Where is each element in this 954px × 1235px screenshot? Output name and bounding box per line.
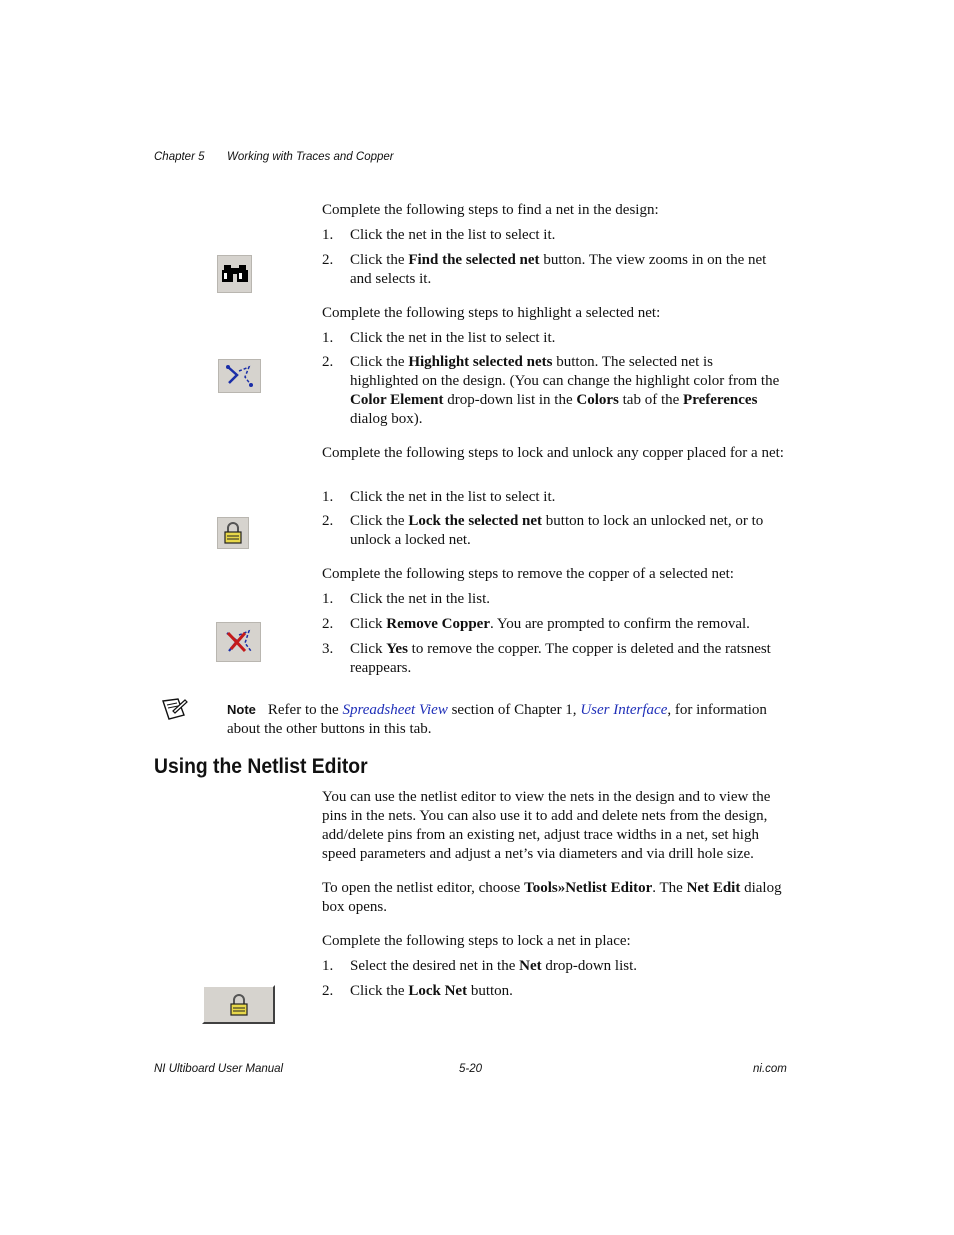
remove-step-2 [322,615,784,634]
step-text: Click the Highlight selected nets button. The selected net is highlighted on the design. (You can change the highlight color from the Color Element drop-down list in the Colors tab of the Preferences dialog box). [350,354,780,427]
highlight-nets-icon[interactable] [218,359,261,393]
netlist-lock-intro: Complete the following steps to lock a net in place: [322,933,631,949]
lock-step-2 [322,512,784,550]
step-text: Click Yes to remove the copper. The copper is deleted and the ratsnest reappears. [350,641,771,676]
step-text: Click the net in the list. [350,591,490,607]
step-number: 2. [322,513,334,529]
step-number: 1. [322,330,334,346]
section-heading: Using the Netlist Editor [154,755,368,778]
lock-icon [228,993,250,1017]
highlight-step-1 [322,329,784,348]
netlist-step-2 [322,982,784,1001]
step-number: 1. [322,227,334,243]
note-label: Note [227,702,256,717]
netlist-paragraph-2: To open the netlist editor, choose Tools»Netlist Editor. The Net Edit dialog box opens. [322,880,782,915]
highlight-intro: Complete the following steps to highlight a selected net: [322,305,661,321]
footer-website: ni.com [753,1063,787,1075]
step-number: 1. [322,958,334,974]
find-step-1 [322,226,784,245]
step-text: Select the desired net in the Net drop-down list. [350,958,638,974]
running-header-chapter: Chapter 5 [154,151,205,163]
step-number: 2. [322,252,334,268]
lock-step-1 [322,488,784,507]
step-text: Click the Find the selected net button. The view zooms in on the net and selects it. [350,252,767,287]
running-header-title: Working with Traces and Copper [227,151,394,163]
step-number: 2. [322,354,334,370]
find-step-2 [322,251,784,289]
spreadsheet-view-link[interactable]: Spreadsheet View [342,702,448,718]
step-text: Click the net in the list to select it. [350,227,556,243]
step-text: Click the net in the list to select it. [350,330,556,346]
step-text: Click Remove Copper. You are prompted to confirm the removal. [350,616,750,632]
note-text: Note Refer to the Spreadsheet View section of Chapter 1, User Interface, for information about the other buttons in this tab. [227,702,767,737]
step-number: 2. [322,616,334,632]
remove-copper-icon[interactable] [216,622,261,662]
user-interface-link[interactable]: User Interface [580,702,668,718]
step-text: Click the net in the list to select it. [350,489,556,505]
lock-net-button[interactable] [202,985,275,1024]
remove-step-1 [322,590,784,609]
step-text: Click the Lock Net button. [350,983,513,999]
step-number: 3. [322,641,334,657]
step-number: 1. [322,489,334,505]
lock-intro: Complete the following steps to lock and unlock any copper placed for a net: [322,445,784,461]
step-number: 2. [322,983,334,999]
remove-intro: Complete the following steps to remove the copper of a selected net: [322,566,734,582]
remove-step-3 [322,640,784,678]
step-text: Click the Lock the selected net button to lock an unlocked net, or to unlock a locked net. [350,513,764,548]
step-number: 1. [322,591,334,607]
footer-page-number: 5-20 [459,1063,483,1075]
highlight-step-2 [322,353,784,429]
netlist-paragraph-1: You can use the netlist editor to view the nets in the design and to view the pins in the nets. You can also use it to add and delete nets from the design, add/delete pins from an existing net, adjust trace widths in a net, set high speed parameters and adjust a net’s via diameters and via drill hole size. [322,789,771,862]
note-icon [160,697,188,728]
binoculars-icon[interactable] [217,255,252,293]
lock-icon[interactable] [217,517,249,549]
find-intro: Complete the following steps to find a net in the design: [322,202,659,218]
netlist-step-1 [322,957,784,976]
footer-manual-title: NI Ultiboard User Manual [154,1063,284,1075]
